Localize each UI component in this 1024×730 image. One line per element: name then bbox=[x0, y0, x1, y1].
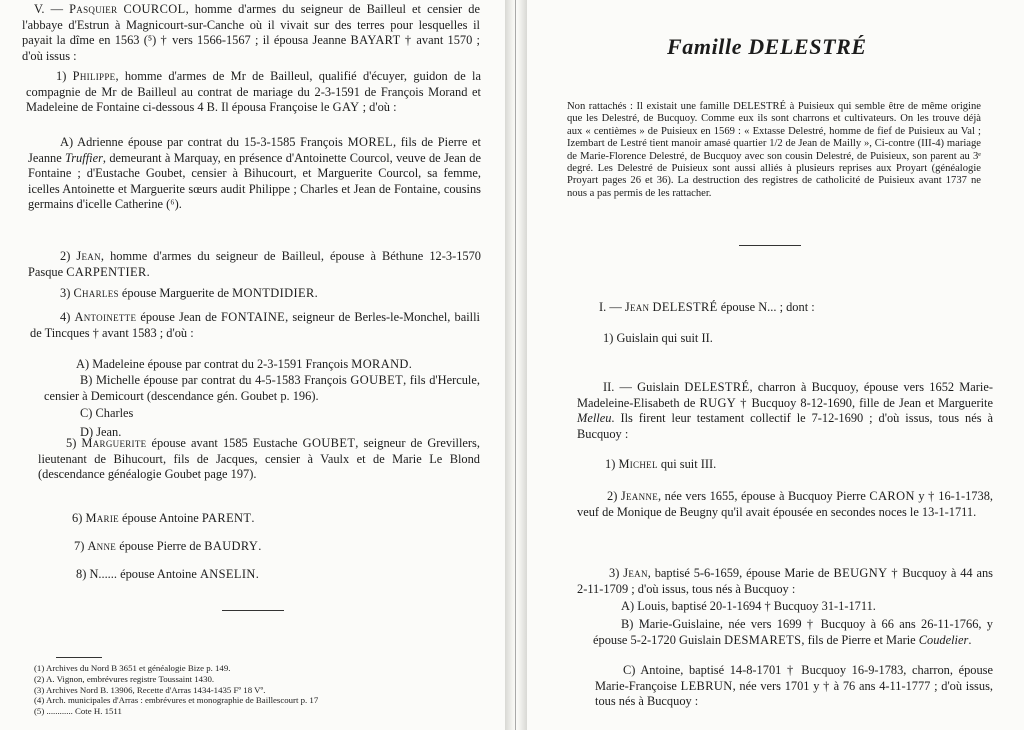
child-5-paragraph bbox=[38, 436, 480, 483]
person-name: Jeanne bbox=[620, 489, 658, 503]
person-name: Marguerite bbox=[81, 436, 147, 450]
spouse-surname: FONTAINE bbox=[221, 310, 286, 324]
paragraph-text: , homme d'armes du seigneur de Bailleul et censier de l'abbaye d'Estrun à Magnicourt-sur-Canche où il vivait sur des terres pour lesquelles il payait la dîme en 1563 (⁵) † vers 1566-1567 ; il épousa Jeanne bbox=[22, 2, 480, 48]
paragraph-text: épouse Antoine bbox=[118, 511, 199, 525]
footnote: (4) Arch. municipales d'Arras : embrévures et monographie de Baillescourt p. 17 bbox=[34, 695, 319, 706]
spouse-surname: GOUBET bbox=[350, 373, 404, 387]
right-page bbox=[527, 0, 1024, 730]
person-name: Pasquier bbox=[69, 2, 118, 16]
paragraph-text: , née vers 1701 y † à 76 ans 4-11-1777 ; d'où issus, tous nés à Bucquoy : bbox=[595, 678, 993, 709]
paragraph-text: Guislain qui suit II. bbox=[616, 331, 713, 345]
paragraph-text: , fils de Pierre et Marie bbox=[801, 632, 916, 647]
italic-name: Melleu bbox=[577, 411, 612, 426]
paragraph-text: † avant 1570 ; d'où issus : bbox=[22, 33, 480, 63]
paragraph-text: épouse N... ; dont : bbox=[717, 300, 815, 314]
generation-ii-child-2 bbox=[577, 489, 993, 520]
person-name: Michel bbox=[618, 457, 658, 471]
footnote: (5) ............ Cote H. 1511 bbox=[34, 706, 122, 717]
child-8-paragraph bbox=[76, 567, 476, 583]
generation-number: I. — bbox=[599, 300, 622, 314]
child-4c-paragraph bbox=[80, 406, 380, 422]
paragraph-text: épouse Jean de bbox=[136, 310, 217, 324]
paragraph-text: Antoine, baptisé 14-8-1701 † Bucquoy 16-9-1783, charron, épouse Marie-Françoise bbox=[595, 663, 993, 693]
paragraph-text: † Bucquoy 8-12-1690, fille de Jean et Marguerite bbox=[736, 395, 993, 410]
paragraph-text: , baptisé 5-6-1659, épouse Marie de bbox=[647, 566, 830, 580]
sub-label: D) bbox=[80, 425, 94, 439]
punctuation: . bbox=[258, 539, 262, 553]
footnote: (3) Archives Nord B. 13906, Recette d'Arras 1434-1435 Fº 18 Vº. bbox=[34, 684, 266, 695]
spouse-surname: RUGY bbox=[699, 395, 737, 410]
child-number: 1) bbox=[603, 331, 614, 345]
child-number: 2) bbox=[607, 489, 618, 503]
spouse-surname: BEUGNY bbox=[833, 566, 888, 580]
paragraph-text: . Ils firent leur testament collectif le 7-12-1690 ; d'où issus, tous nés à Bucquoy : bbox=[577, 411, 993, 441]
paragraph-text: Louis, baptisé 20-1-1694 † Bucquoy 31-1-1711. bbox=[637, 599, 876, 613]
spouse-surname: MORAND bbox=[351, 357, 409, 371]
paragraph-text: , homme d'armes du seigneur de Bailleul, épouse à Béthune 12-3-1570 Pasque bbox=[28, 249, 481, 279]
paragraph-text: épouse Pierre de bbox=[116, 539, 202, 553]
generation-i-paragraph bbox=[599, 300, 999, 316]
sub-label: A) bbox=[621, 599, 635, 613]
spouse-surname: CARON bbox=[869, 489, 915, 503]
generation-ii-child-3c bbox=[595, 663, 993, 710]
child-number: 8) bbox=[76, 567, 87, 581]
paragraph-text: , fils d'Hercule, censier à Demicourt (descendance gén. Goubet p. 196). bbox=[44, 373, 480, 403]
paragraph-text: , seigneur de Grevillers, lieutenant de Bihucourt, fils de Jacques, censier à Vaulx et de Marie Le Blond (descendance généalogie Goubet page 197). bbox=[38, 436, 480, 482]
generation-i-child-1 bbox=[603, 331, 1003, 347]
child-1-paragraph bbox=[26, 69, 481, 116]
sub-label: A) bbox=[60, 135, 74, 149]
spouse-surname: MOREL bbox=[347, 135, 393, 149]
punctuation: . bbox=[408, 357, 412, 371]
child-4-paragraph bbox=[30, 310, 480, 341]
gutter-line bbox=[515, 0, 516, 730]
spouse-surname: PARENT bbox=[201, 511, 252, 525]
family-title: Famille DELESTRÉ bbox=[667, 34, 867, 59]
footnote: (2) A. Vignon, embrévures registre Toussaint 1430. bbox=[34, 673, 215, 684]
generation-ii-child-3b bbox=[593, 617, 993, 648]
italic-name: Coudelier bbox=[918, 632, 969, 647]
paragraph-text: ; d'où : bbox=[359, 100, 397, 115]
paragraph-text: Marie-Guislaine, née vers 1699 † Bucquoy à 66 ans 26-11-1766, y épouse 5-2-1720 Guislain bbox=[593, 617, 993, 647]
footnotes bbox=[34, 663, 474, 717]
left-page bbox=[0, 0, 505, 730]
intro-paragraph: Non rattachés : Il existait une famille DELESTRÉ à Puisieux qui semble être de même origine que les Delestré, de Bucquoy. Comme eux ils sont charrons et cultivateurs. On les trouve déjà aux « centièmes » de Puisieux en 1569 : « Extasse Delestré, homme de fief de Puisieux au Val ; Izembart de Lestré tient manoir amasé quartier 1/2 de Jean de Mailly », Ci-contre (III-4) mariage de Marie-Florence Delestré, de Bucquoy avec son cousin Delestré, de Puisieux, son parent au 3ᵉ degré. Les Delestré de Puisieux sont aussi alliés à plusieurs reprises aux Proyart (généalogie Proyart pages 26 et 36). La destruction des registres de catholicité de Puisieux avant 1737 ne nous a pas permis de les rattacher. bbox=[567, 101, 981, 199]
punctuation: . bbox=[255, 567, 259, 581]
child-number: 3) bbox=[60, 286, 71, 300]
paragraph-text: Michelle épouse par contrat du 4-5-1583 François bbox=[96, 373, 347, 387]
paragraph-text: épouse Antoine bbox=[116, 567, 197, 581]
person-name: Antoinette bbox=[74, 310, 137, 324]
footnote: (1) Archives du Nord B 3651 et généalogie Bize p. 149. bbox=[34, 663, 231, 673]
spouse-surname: BAYART bbox=[350, 33, 401, 48]
paragraph-text: Jean. bbox=[96, 425, 122, 439]
section-divider bbox=[739, 245, 801, 246]
person-name: N...... bbox=[89, 567, 117, 581]
paragraph-text: épouse avant 1585 Eustache bbox=[146, 436, 298, 450]
child-1a-paragraph bbox=[28, 135, 481, 213]
book-gutter bbox=[505, 0, 527, 730]
paragraph-text: † Bucquoy à 44 ans 2-11-1709 ; d'où issus, tous nés à Bucquoy : bbox=[577, 566, 993, 596]
child-2-paragraph bbox=[28, 249, 481, 280]
sub-label: C) bbox=[623, 663, 636, 677]
punctuation: . bbox=[314, 286, 318, 300]
generation-ii-child-3 bbox=[577, 566, 993, 597]
section-divider bbox=[222, 610, 284, 611]
child-number: 4) bbox=[60, 310, 71, 324]
paragraph-text: Charles bbox=[95, 406, 134, 420]
child-7-paragraph bbox=[74, 539, 474, 555]
sub-label: B) bbox=[621, 617, 634, 631]
child-3-paragraph bbox=[60, 286, 480, 302]
person-name: Jean bbox=[624, 300, 650, 314]
spouse-surname: CARPENTIER bbox=[66, 264, 147, 279]
generation-number: II. — bbox=[603, 380, 632, 394]
child-number: 6) bbox=[72, 511, 83, 525]
surname: DELESTRÉ bbox=[652, 300, 718, 314]
paragraph-text: , née vers 1655, épouse à Bucquoy Pierre bbox=[658, 489, 866, 503]
sub-label: B) bbox=[80, 373, 93, 387]
paragraph-text: , demeurant à Marquay, en présence d'Antoinette Courcol, veuve de Jean de Fontaine ; d'Eustache Goubet, censier à Bihucourt, et Marguerite Courcol, sa femme, icelles Antoinette et Marguerite sœurs audit Philippe ; Charles et Jean de Fontaine, cousins germains d'icelle Catherine (⁶). bbox=[28, 150, 481, 212]
child-number: 5) bbox=[66, 436, 77, 450]
person-name: Jean bbox=[76, 249, 101, 263]
footnote-divider bbox=[56, 657, 102, 658]
child-number: 3) bbox=[609, 566, 620, 580]
punctuation: . bbox=[146, 264, 150, 279]
spouse-surname: DESMARETS bbox=[724, 632, 802, 647]
child-4b-paragraph bbox=[44, 373, 480, 404]
paragraph-text: , homme d'armes de Mr de Bailleul, qualifié d'écuyer, guidon de la compagnie de Mr de Bailleul au contrat de mariage du 2-3-1591 de François Morand et Madeleine de Fontaine ci-dessous 4 B. Il épousa Françoise le bbox=[26, 69, 481, 115]
spouse-surname: ANSELIN bbox=[199, 567, 256, 581]
paragraph-text: , seigneur de Berles-le-Monchel, bailli de Tincques † avant 1583 ; d'où : bbox=[30, 310, 480, 340]
punctuation: . bbox=[251, 511, 255, 525]
sub-label: A) bbox=[76, 357, 90, 371]
generation-ii-child-3a bbox=[621, 599, 1001, 615]
generation-ii-child-1 bbox=[605, 457, 1005, 473]
spouse-surname: BAUDRY bbox=[204, 539, 259, 553]
generation-v-paragraph bbox=[22, 2, 480, 64]
paragraph-text: y † 16-1-1738, veuf de Monique de Beugny qu'il avait épousée en secondes noces le 13-1-1711. bbox=[577, 489, 993, 519]
child-number: 7) bbox=[74, 539, 85, 553]
person-name: Jean bbox=[623, 566, 648, 580]
paragraph-text: Madeleine épouse par contrat du 2-3-1591 François bbox=[92, 357, 349, 371]
person-name: Guislain bbox=[637, 380, 680, 394]
person-name: Philippe bbox=[72, 69, 116, 83]
spouse-surname: MONTDIDIER bbox=[232, 286, 315, 300]
spouse-surname: GAY bbox=[332, 100, 360, 115]
spouse-surname: LEBRUN bbox=[680, 678, 733, 693]
child-4a-paragraph bbox=[76, 357, 480, 373]
generation-number: V. — bbox=[34, 2, 63, 16]
child-number: 2) bbox=[60, 249, 71, 263]
generation-ii-paragraph bbox=[577, 380, 993, 442]
person-name: Anne bbox=[87, 539, 117, 553]
surname: DELESTRÉ bbox=[684, 380, 750, 394]
surname: COURCOL bbox=[123, 2, 186, 16]
punctuation: . bbox=[968, 632, 972, 647]
paragraph-text: qui suit III. bbox=[657, 457, 717, 471]
paragraph-text: , charron à Bucquoy, épouse vers 1652 Marie-Madeleine-Elisabeth de bbox=[577, 380, 993, 410]
sub-label: C) bbox=[80, 406, 93, 420]
person-name: Marie bbox=[85, 511, 119, 525]
child-number: 1) bbox=[605, 457, 616, 471]
italic-name: Truffier bbox=[65, 150, 103, 165]
person-name: Charles bbox=[73, 286, 119, 300]
child-number: 1) bbox=[56, 69, 67, 83]
paragraph-text: Adrienne épouse par contrat du 15-3-1585 François bbox=[77, 135, 343, 149]
paragraph-text: épouse Marguerite de bbox=[118, 286, 230, 300]
spouse-surname: GOUBET bbox=[302, 436, 356, 450]
child-6-paragraph bbox=[72, 511, 472, 527]
paragraph-text: , fils de Pierre et Jeanne bbox=[28, 135, 482, 165]
